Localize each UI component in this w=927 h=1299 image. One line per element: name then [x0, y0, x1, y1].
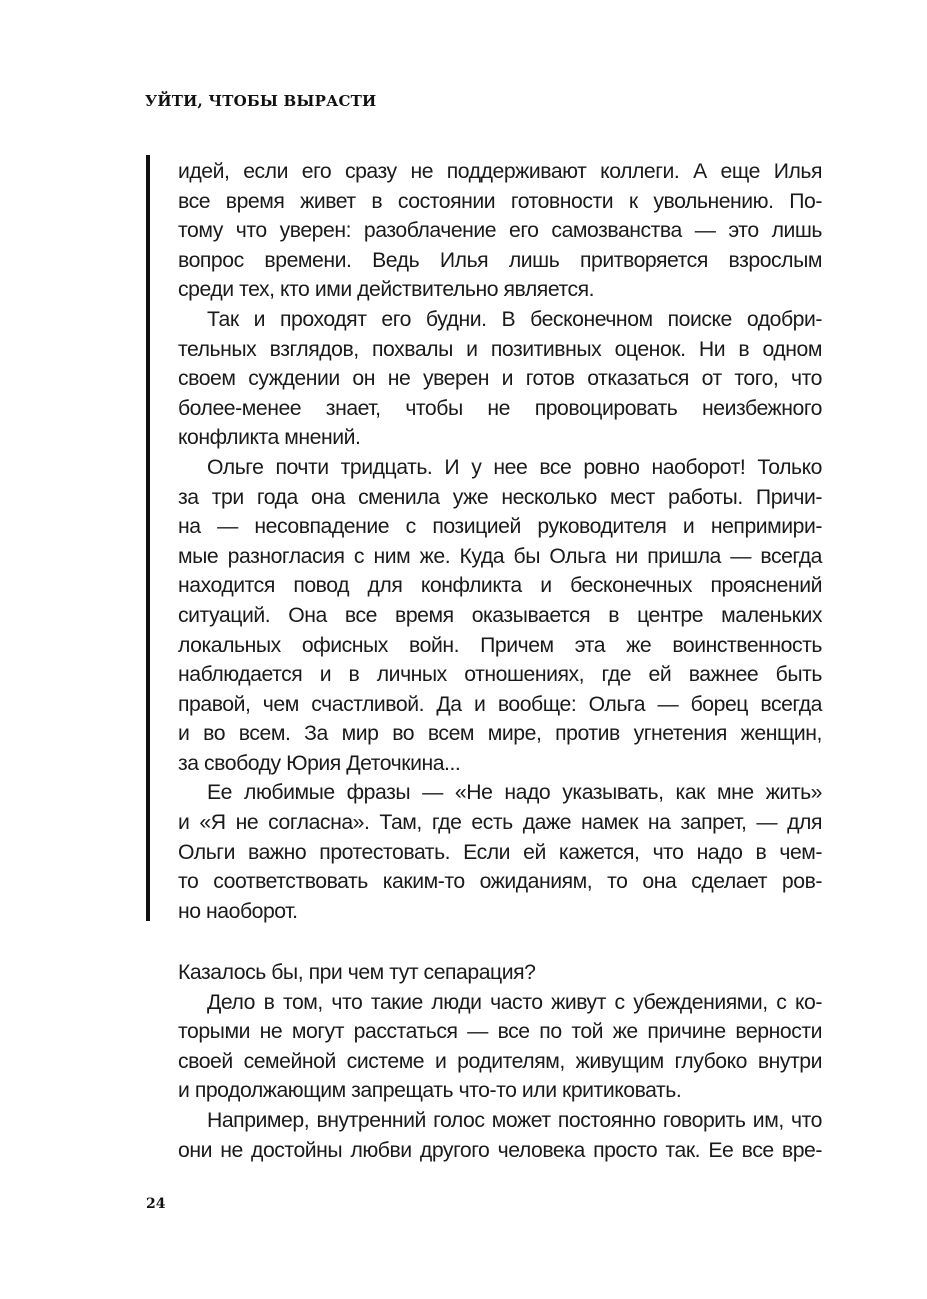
text-line: своей семейной системе и родителям, живущим глубоко внутри: [178, 1049, 822, 1073]
paragraph: [178, 778, 822, 926]
paragraph: [178, 988, 822, 1106]
text-line: Ее любимые фразы — «Не надо указывать, как мне жить»: [207, 781, 822, 805]
text-line: мые разногласия с ним же. Куда бы Ольга ни пришла — всегда: [178, 544, 822, 568]
text-line: более-менее знает, чтобы не провоцировать неизбежного: [178, 396, 822, 420]
text-line: Например, внутренний голос может постоянно говорить им, что: [207, 1108, 822, 1132]
text-line: они не достойны любви другого человека просто так. Ее все вре-: [178, 1138, 822, 1162]
text-line: но наоборот.: [178, 899, 298, 923]
text-line: на — несовпадение с позицией руководителя и непримири-: [178, 515, 822, 539]
text-line: за свободу Юрия Деточкина...: [178, 751, 461, 775]
text-line: наблюдается и в личных отношениях, где ей важнее быть: [178, 663, 822, 687]
running-head: УЙТИ, ЧТОБЫ ВЫРАСТИ: [145, 92, 377, 110]
text-line: и «Я не согласна». Там, где есть даже намек на запрет, — для: [178, 811, 822, 835]
quote-text: [178, 157, 822, 926]
paragraph: [178, 305, 822, 453]
text-line: Так и проходят его будни. В бесконечном поиске одобри-: [207, 307, 822, 331]
text-line: то соответствовать каким-то ожиданиям, то она сделает ров-: [178, 870, 822, 894]
text-line: Ольге почти тридцать. И у нее все ровно наоборот! Только: [207, 455, 822, 479]
text-line: правой, чем счастливой. Да и вообще: Ольга — борец всегда: [178, 692, 822, 716]
text-line: среди тех, кто ими действительно является.: [178, 278, 595, 302]
text-line: тому что уверен: разоблачение его самозванства — это лишь: [178, 219, 822, 243]
text-line: за три года она сменила уже несколько мест работы. Причи-: [178, 485, 822, 509]
text-line: ситуаций. Она все время оказывается в центре маленьких: [178, 603, 822, 627]
paragraph: [178, 453, 822, 779]
paragraph: [178, 958, 822, 988]
text-line: идей, если его сразу не поддерживают коллеги. А еще Илья: [178, 160, 822, 183]
paragraph: [178, 1106, 822, 1165]
paragraph: [178, 157, 822, 305]
text-line: и продолжающим запрещать что-то или критиковать.: [178, 1079, 682, 1103]
text-line: и во всем. За мир во всем мире, против угнетения женщин,: [178, 722, 822, 746]
text-line: конфликта мнений.: [178, 426, 361, 450]
text-line: своем суждении он не уверен и готов отказаться от того, что: [178, 367, 822, 391]
text-line: находится повод для конфликта и бесконечных прояснений: [178, 574, 822, 598]
quote-bar: [146, 155, 150, 921]
text-line: тельных взглядов, похвалы и позитивных оценок. Ни в одном: [178, 337, 822, 361]
text-line: вопрос времени. Ведь Илья лишь притворяется взрослым: [178, 248, 822, 272]
text-line: Дело в том, что такие люди часто живут с убеждениями, с ко-: [207, 990, 822, 1014]
page-number: 24: [146, 1196, 166, 1212]
text-line: торыми не могут расстаться — все по той же причине верности: [178, 1020, 822, 1044]
text-line: Казалось бы, при чем тут сепарация?: [178, 961, 536, 984]
text-line: Ольги важно протестовать. Если ей кажется, что надо в чем-: [178, 840, 822, 864]
text-line: все время живет в состоянии готовности к увольнению. По-: [178, 189, 822, 213]
text-line: локальных офисных войн. Причем эта же воинственность: [178, 633, 822, 657]
main-text: [178, 958, 822, 1165]
